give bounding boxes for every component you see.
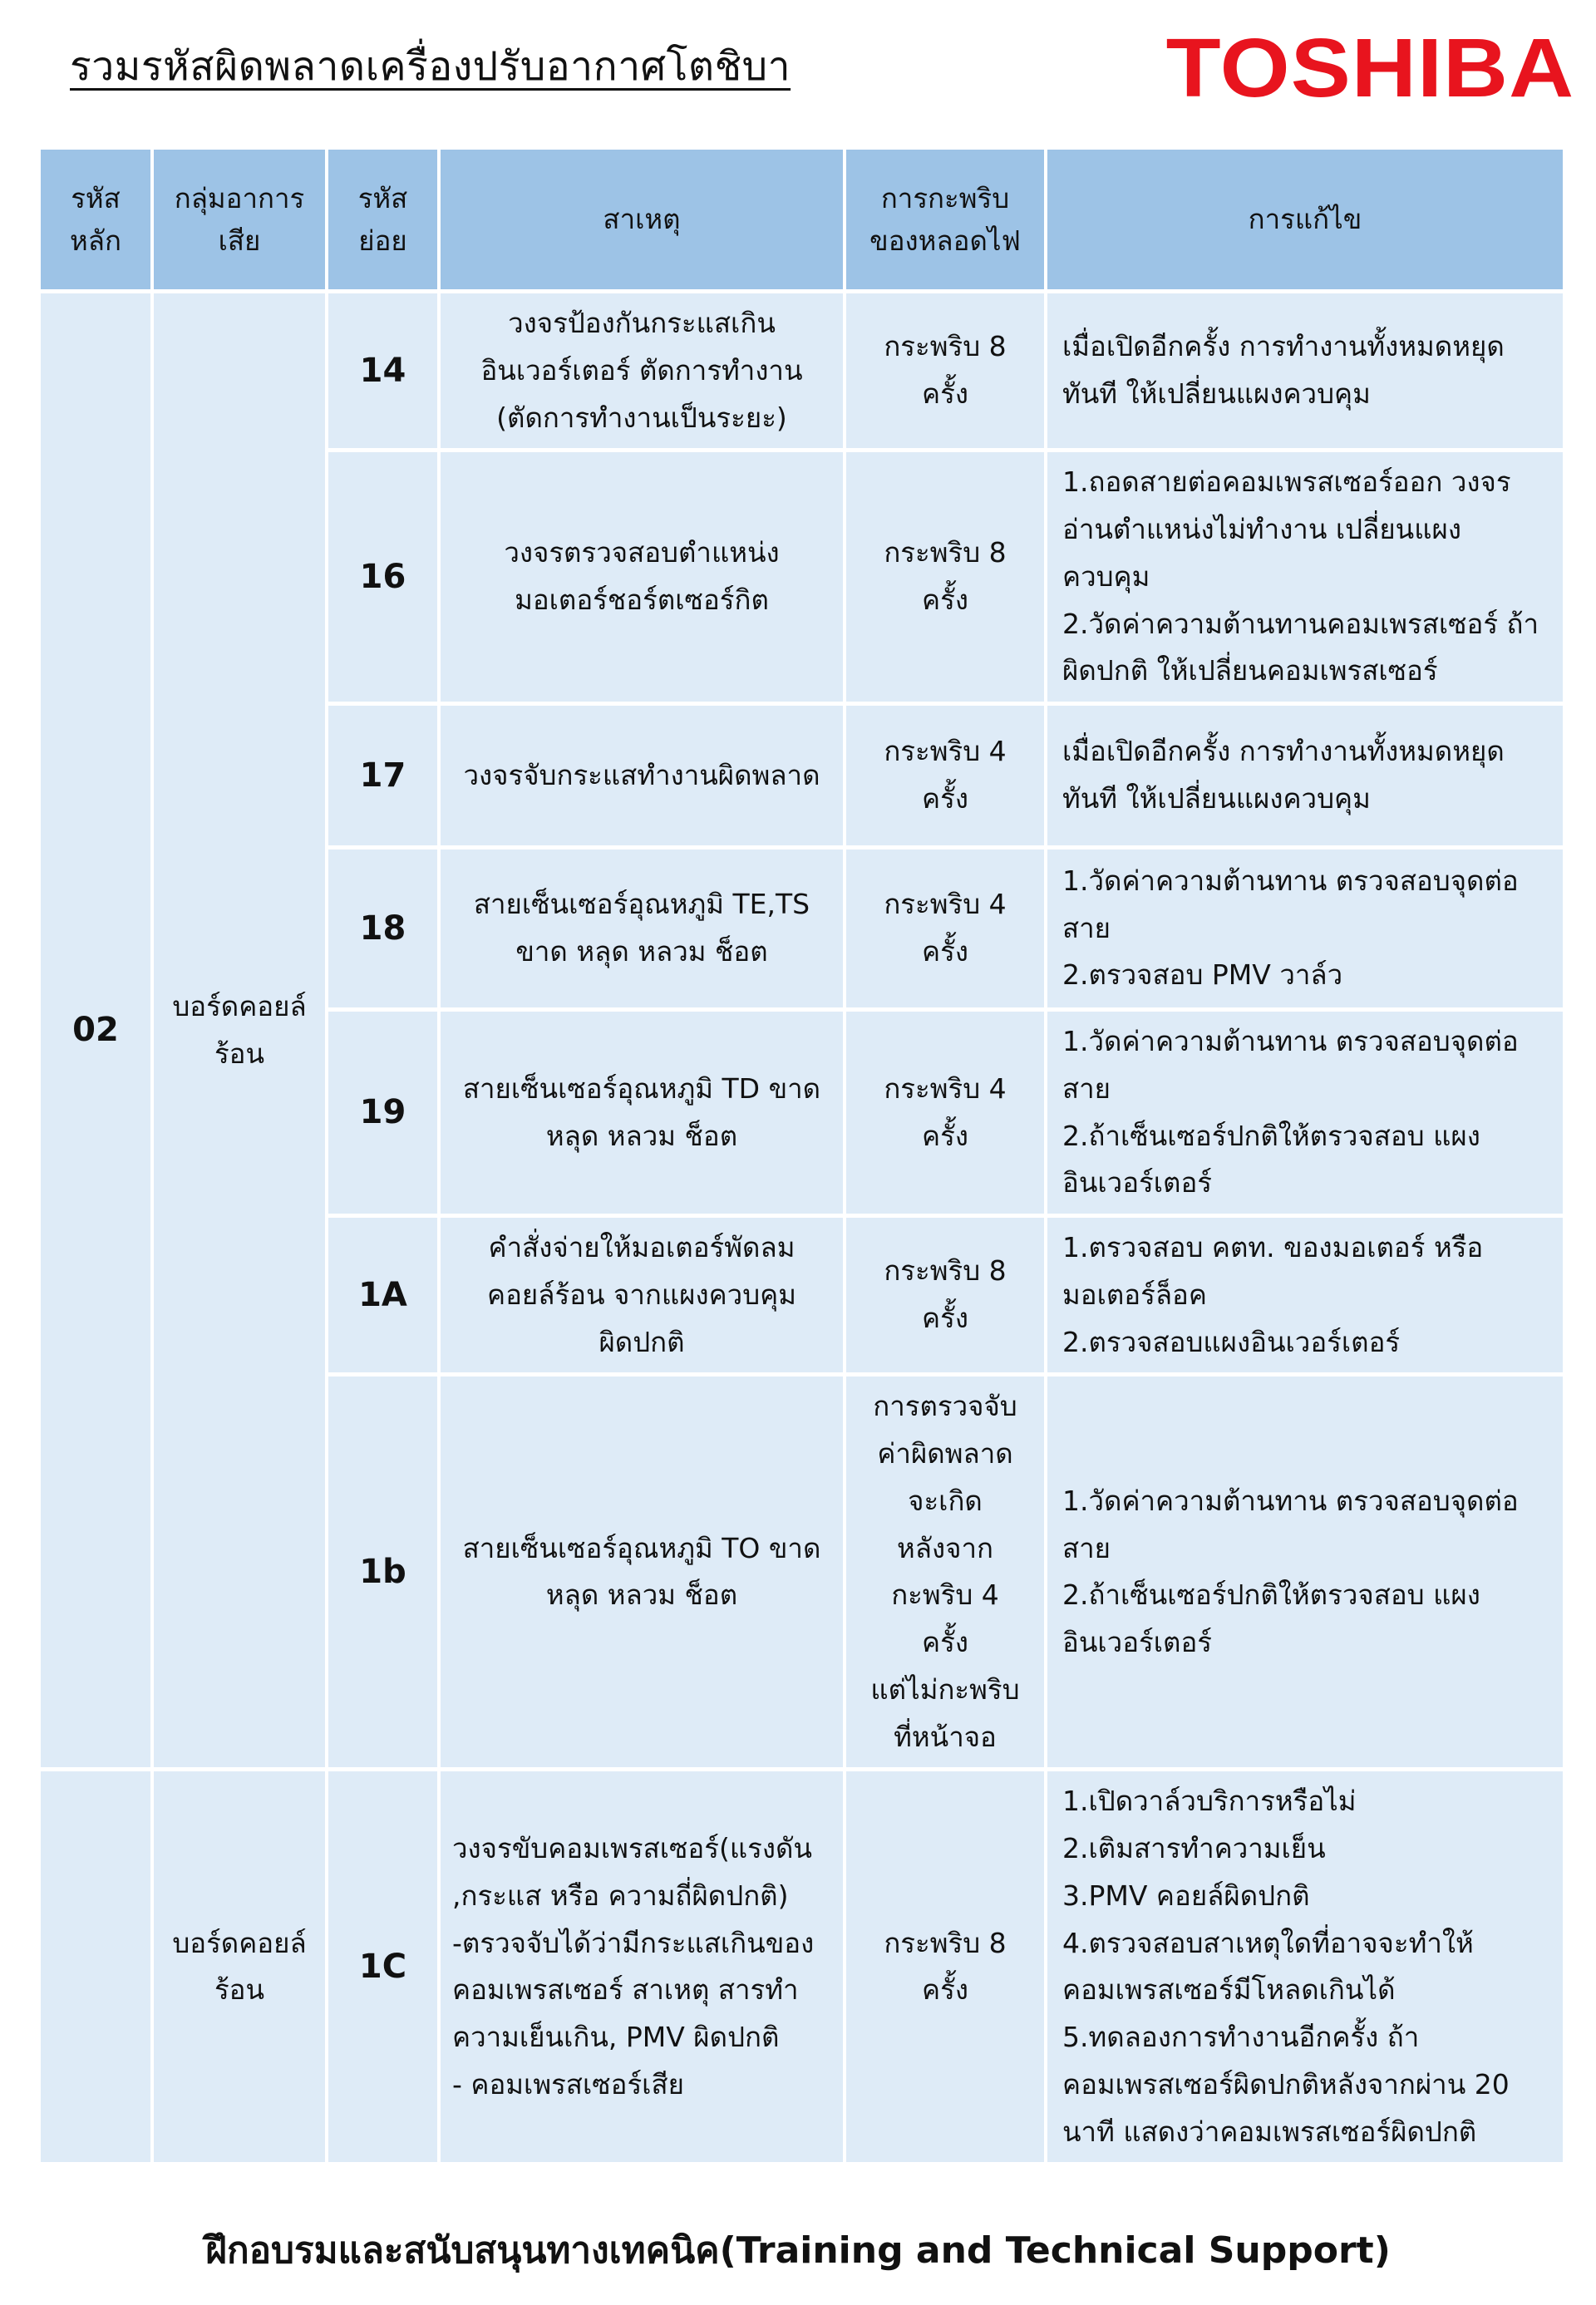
fix-cell: 1.วัดค่าความต้านทาน ตรวจสอบจุดต่อ สาย 2.ถ้าเซ็นเซอร์ปกติให้ตรวจสอบ แผง อินเวอร์เตอร์: [1047, 1012, 1563, 1214]
fix-cell: 1.วัดค่าความต้านทาน ตรวจสอบจุดต่อ สาย 2.ถ้าเซ็นเซอร์ปกติให้ตรวจสอบ แผง อินเวอร์เตอร์: [1047, 1377, 1563, 1767]
header-cause: สาเหตุ: [441, 150, 843, 289]
page-title: รวมรหัสผิดพลาดเครื่องปรับอากาศโตชิบา: [70, 43, 791, 90]
blink-cell: กระพริบ 8 ครั้ง: [846, 1771, 1044, 2162]
header-symptom-group: กลุ่มอาการ เสีย: [154, 150, 325, 289]
sub-code-cell: 1A: [328, 1218, 437, 1372]
symptom-group-cell: บอร์ดคอยล์ ร้อน: [154, 1771, 325, 2162]
symptom-group-cell: บอร์ดคอยล์ ร้อน: [154, 293, 325, 1767]
table-row: [41, 293, 1563, 448]
cause-cell: สายเซ็นเซอร์อุณหภูมิ TD ขาด หลุด หลวม ช็อต: [441, 1012, 843, 1214]
header-sub-code: รหัส ย่อย: [328, 150, 437, 289]
blink-cell: กระพริบ 4 ครั้ง: [846, 1012, 1044, 1214]
table-row: [41, 1771, 1563, 2162]
error-code-table: [37, 145, 1566, 2166]
sub-code-cell: 18: [328, 850, 437, 1007]
blink-cell: กระพริบ 8 ครั้ง: [846, 1218, 1044, 1372]
cause-cell: วงจรจับกระแสทำงานผิดพลาด: [441, 706, 843, 845]
table-header-row: [41, 150, 1563, 289]
fix-cell: 1.วัดค่าความต้านทาน ตรวจสอบจุดต่อ สาย 2.ตรวจสอบ PMV วาล์ว: [1047, 850, 1563, 1007]
cause-cell: วงจรป้องกันกระแสเกิน อินเวอร์เตอร์ ตัดการทำงาน (ตัดการทำงานเป็นระยะ): [441, 293, 843, 448]
blink-cell: กระพริบ 4 ครั้ง: [846, 850, 1044, 1007]
sub-code-cell: 19: [328, 1012, 437, 1214]
fix-cell: เมื่อเปิดอีกครั้ง การทำงานทั้งหมดหยุด ทันที ให้เปลี่ยนแผงควบคุม: [1047, 293, 1563, 448]
cause-cell: สายเซ็นเซอร์อุณหภูมิ TE,TS ขาด หลุด หลวม ช็อต: [441, 850, 843, 1007]
header-fix: การแก้ไข: [1047, 150, 1563, 289]
cause-cell: วงจรขับคอมเพรสเซอร์(แรงดัน ,กระแส หรือ ความถี่ผิดปกติ) -ตรวจจับได้ว่ามีกระแสเกินของ คอมเพรสเซอร์ สาเหตุ สารทำ ความเย็นเกิน, PMV ผิดปกติ - คอมเพรสเซอร์เสีย: [441, 1771, 843, 2162]
cause-cell: คำสั่งจ่ายให้มอเตอร์พัดลม คอยล์ร้อน จากแผงควบคุม ผิดปกติ: [441, 1218, 843, 1372]
blink-cell: กระพริบ 8 ครั้ง: [846, 452, 1044, 702]
cause-cell: วงจรตรวจสอบตำแหน่ง มอเตอร์ชอร์ตเซอร์กิต: [441, 452, 843, 702]
fix-cell: เมื่อเปิดอีกครั้ง การทำงานทั้งหมดหยุด ทันที ให้เปลี่ยนแผงควบคุม: [1047, 706, 1563, 845]
sub-code-cell: 1C: [328, 1771, 437, 2162]
sub-code-cell: 14: [328, 293, 437, 448]
footer-text: ฝึกอบรมและสนับสนุนทางเทคนิค(Training and Technical Support): [205, 2229, 1391, 2272]
header-main-code: รหัส หลัก: [41, 150, 150, 289]
toshiba-logo: TOSHIBA: [1165, 22, 1574, 115]
main-code-cell: [41, 1771, 150, 2162]
sub-code-cell: 17: [328, 706, 437, 845]
cause-cell: สายเซ็นเซอร์อุณหภูมิ TO ขาด หลุด หลวม ช็อต: [441, 1377, 843, 1767]
sub-code-cell: 1b: [328, 1377, 437, 1767]
fix-cell: 1.ถอดสายต่อคอมเพรสเซอร์ออก วงจร อ่านตำแหน่งไม่ทำงาน เปลี่ยนแผง ควบคุม 2.วัดค่าความต้านทานคอมเพรสเซอร์ ถ้า ผิดปกติ ให้เปลี่ยนคอมเพรสเซอร์: [1047, 452, 1563, 702]
sub-code-cell: 16: [328, 452, 437, 702]
main-code-cell: 02: [41, 293, 150, 1767]
blink-cell: การตรวจจับ ค่าผิดพลาด จะเกิด หลังจาก กะพริบ 4 ครั้ง แต่ไม่กะพริบ ที่หน้าจอ: [846, 1377, 1044, 1767]
fix-cell: 1.ตรวจสอบ คตท. ของมอเตอร์ หรือ มอเตอร์ล็อค 2.ตรวจสอบแผงอินเวอร์เตอร์: [1047, 1218, 1563, 1372]
blink-cell: กระพริบ 4 ครั้ง: [846, 706, 1044, 845]
header-blink: การกะพริบ ของหลอดไฟ: [846, 150, 1044, 289]
blink-cell: กระพริบ 8 ครั้ง: [846, 293, 1044, 448]
fix-cell: 1.เปิดวาล์วบริการหรือไม่ 2.เติมสารทำความเย็น 3.PMV คอยล์ผิดปกติ 4.ตรวจสอบสาเหตุใดที่อาจจะทำให้ คอมเพรสเซอร์มีโหลดเกินได้ 5.ทดลองการทำงานอีกครั้ง ถ้า คอมเพรสเซอร์ผิดปกติหลังจากผ่าน 20 นาที แสดงว่าคอมเพรสเซอร์ผิดปกติ: [1047, 1771, 1563, 2162]
